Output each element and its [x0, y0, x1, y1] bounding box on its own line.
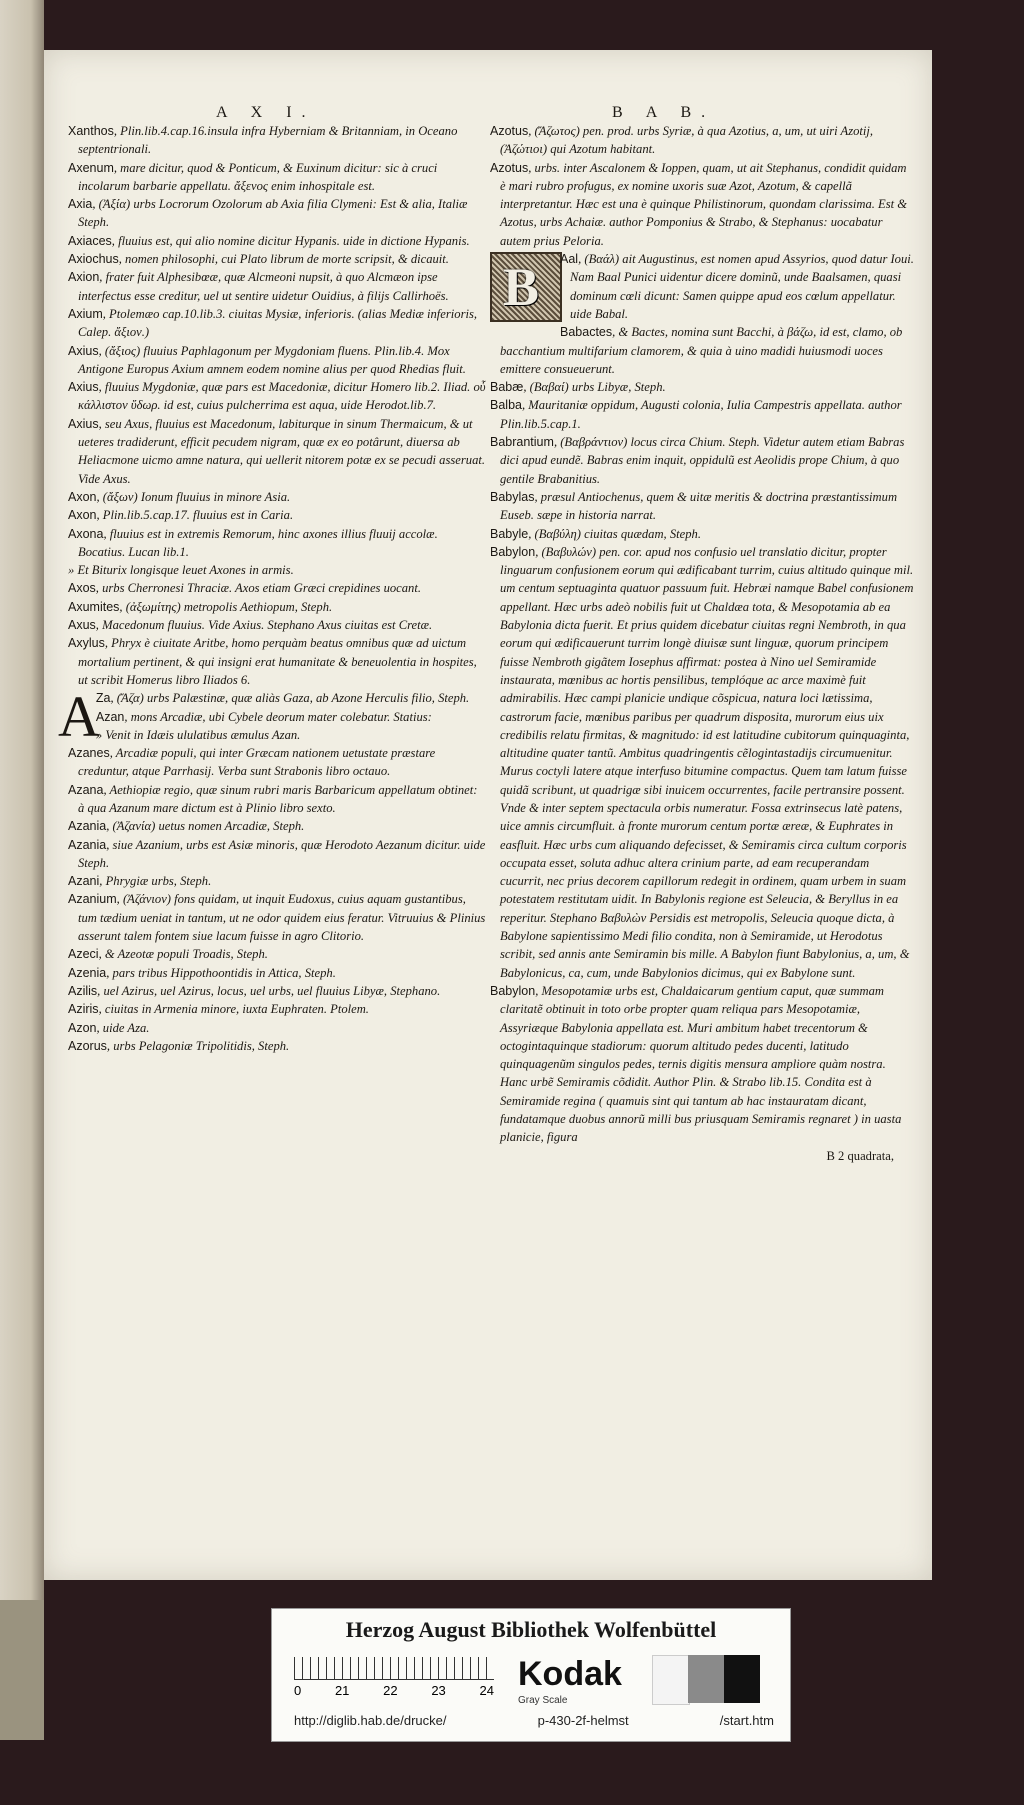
headword: Babactes — [560, 325, 613, 340]
entry-text: , uide Aza. — [96, 1020, 150, 1035]
dictionary-entry — [490, 396, 914, 433]
headword: Babylon — [490, 983, 536, 998]
ruler-number: 21 — [334, 1683, 350, 1698]
headword: Axium — [68, 306, 103, 321]
entry-text: , nomen philosophi, cui Plato librum de morte scripsit, & dicauit. — [118, 252, 449, 267]
dictionary-entry — [68, 1000, 486, 1018]
headword: Azania — [68, 837, 107, 852]
entry-text: , ciuitas in Armenia minore, iuxta Euphraten. Ptolem. — [98, 1002, 369, 1017]
dictionary-entry — [490, 543, 914, 982]
entry-text: , (ἄξων) Ionum fluuius in minore Asia. — [96, 489, 291, 504]
headword: Azana — [68, 782, 104, 797]
headword: Babæ — [490, 380, 524, 395]
gray-swatch-black — [724, 1655, 760, 1703]
entry-text: , (Βαβράντιον) locus circa Chium. Steph. Videtur autem etiam Babras dici apud eundẽ. Babras enim inquit, oppidulũ est Aeolidis prope Chium, à quo gentile Brabanitius. — [500, 435, 905, 486]
dictionary-entry — [68, 378, 486, 415]
entry-text: , (Ἄζωτος) pen. prod. urbs Syriæ, à qua Azotius, a, um, ut uiri Azotij, (Ἀζώτιοι) qui Azotum habitant. — [500, 124, 874, 157]
entry-text: , Phryx è ciuitate Aritbe, homo perquàm beatus omnibus quæ ad uictum mortalium pertinent, & qui insigni erat humanitate & beneuolentia in hospites, ut scribit Homerus libro Iliados 6. — [78, 636, 477, 687]
dictionary-entry — [490, 982, 914, 1147]
library-target-bar — [271, 1608, 791, 1742]
dictionary-entry — [68, 598, 486, 616]
entry-text: , (Βαβυλών) pen. cor. apud nos confusio uel translatio dicitur, propter linguarum confusionem eorum qui ædificabant turrim, cuius altitudo quinque mil. um centum septuaginta quatuor passuum fuit. Hebræi namque Babel confusionem appellant. Hæc urbs adeò nobilis fuit ut Chaldæa tota, & Mesopotamia ab ea Babylonia dicta fuerit. Et prius quidem dicebatur ciuitas regni Nembroth, in qua eorum qui ædificauerunt turrim longè diuisæ sunt linguæ, quorum principem fuisse Nembroth gigãtem Iosephus affirmat: postea à Nino uel Semiramide instaurata, mœnibus ac hortis pensilibus, templóque ac arce maximè fuit admirabilis. Hæc campi planicie undique cõspicua, natura loci lætissima, castrorum facie, mœnibus paribus per quadrum disposita, murorum eius uix credibilis relatu firmitas, & magnitudo: id est latitudine cubitorum quinquaginta, altitudine quater tantũ. Ambitus quadringentis cẽlogintastadijs circumuenitur. Murus coctyli latere atque interfuso bitumine compactus. Quem tam latum fuisse quidã scribunt, ut quadrigæ sibi inuicem occurrentes, facile pertransire possent. Vnde & inter septem spectacula orbis numeratur. Fossa extrinsecus latè patens, uice amnis circumfluit. à fronte murorum centum portæ æreæ, & Euphrates in easfluit. Hæc urbs cum aliquando defecisset, & Semiramis circa cultum corporis occupata esset, soluta adhuc altera crinium parte, ad eam recuperandam cucurrit, nec prius decorem capillorum redegit in ordinem, quam urbem in suam potestatem restitutam uidit. In Babylonis regione est Seleucia, & Beryllus in ea reperitur. Stephano Βαβυλὼν Persidis est metropolis, Seleucia quoque dicta, à Babylone sapientissimo Medi filio condita, non à Semiramide, ut Herodotus scribit, sed annis ante Semiramin bis mille. A Babylon fiunt Babylonius, a, um, & Babylonicus, ca, cum, unde Babylonios dicimus, qui ex Babylone sunt. — [500, 544, 914, 980]
headword: Azenia — [68, 965, 107, 980]
headword: Azorus — [68, 1038, 107, 1053]
headword: Azilis — [68, 983, 98, 998]
dictionary-entry — [68, 305, 486, 342]
dictionary-entry — [68, 506, 486, 524]
entry-text: , Plin.lib.5.cap.17. fluuius est in Caria. — [96, 508, 294, 523]
entry-text: , fluuius Mygdoniæ, quæ pars est Macedoniæ, dicitur Homero lib.2. Iliad. οὗ κάλλιστον ὕδωρ. id est, cuius pulcherrima est aqua, uide Herodot.lib.7. — [78, 380, 486, 413]
headword: Axius — [68, 416, 99, 431]
ruler-number: 24 — [479, 1683, 494, 1698]
entry-text: , frater fuit Alphesibœæ, quæ Alcmeoni nupsit, à quo Alcmæon ipse interfectus esse creditur, uel ut sentire uidetur Ouidius, à filijs Callirhoës. — [78, 270, 449, 303]
entry-text: , Mauritaniæ oppidum, Augusti colonia, Iulia Campestris appellata. author Plin.lib.5.cap.1. — [500, 398, 902, 431]
dictionary-entry — [68, 488, 486, 506]
entry-text: , (Ἀξία) urbs Locrorum Ozolorum ab Axia filia Clymeni: Est & alia, Italiæ Steph. — [78, 197, 468, 230]
headword: Azeci — [68, 947, 99, 962]
dictionary-entry — [490, 488, 914, 525]
dictionary-entry — [68, 195, 486, 232]
entry-text: , seu Axus, fluuius est Macedonum, labiturque in sinum Thermaicum, & ut ueteres tradiderunt, efficit pecudem nigram, quæ ex eo potârunt, diuersa ab Heliacmone uicmo amne natura, qui uellerit nitorem potæ ex se pecudi asseruat. Vide Axus. — [78, 416, 486, 486]
headword: Aal — [560, 252, 579, 267]
headword: Za — [95, 691, 111, 706]
entry-text: , Mesopotamiæ urbs est, Chaldaicarum gentium caput, quæ summam claritatẽ obtinuit in toto orbe propter quam reliqua pars Mesopotamiæ, Assyriæque Babylonia appellata est. Muri ambitum habet trecentorum & octogintaquinque stadiorum: quorum altitudo pedes ducenti, latitudo quinquagenũm singulos pedes, ternis digitis mensura ampliore quàm nostra. Hanc urbẽ Semiramis cõdidit. Author Plin. & Strabo lib.15. Condita est à Semiramide regina ( quamuis sint qui tantum ab hac instauratam dicant, fundatamque duobus annorũ milli bus priusquam Semiramis regnaret ) in uasta planicie, figura — [500, 983, 902, 1145]
entry-text: , Arcadiæ populi, qui inter Græcam nationem uetustate præstare creduntur, atque Parrhasij. Verba sunt Strabonis libro octauo. — [78, 746, 436, 779]
headword: Babylon — [490, 544, 536, 559]
dictionary-entry — [68, 634, 486, 689]
dictionary-entry — [68, 744, 486, 781]
entry-text: , pars tribus Hippothoontidis in Attica, Steph. — [106, 965, 336, 980]
headword: Azania — [68, 819, 107, 834]
ruler-number: 23 — [431, 1683, 446, 1698]
dictionary-entry — [68, 836, 486, 873]
entry-text: , (Ἀζανία) uetus nomen Arcadiæ, Steph. — [106, 819, 305, 834]
entry-text: , præsul Antiochenus, quem & uitæ meritis & doctrina præstantissimum Euseb. sæpe in historia narrat. — [500, 489, 898, 523]
entry-text: , Macedonum fluuius. Vide Axius. Stephano Axus ciuitas est Cretæ. — [95, 618, 433, 633]
dictionary-entry — [68, 525, 486, 562]
headword: Axia — [68, 197, 93, 212]
headword: Axiaces — [68, 233, 112, 248]
ruler-number: 22 — [383, 1683, 398, 1698]
headword: Azon — [68, 1020, 97, 1035]
headword: Axus — [68, 618, 96, 633]
entry-text: , urbs Pelagoniæ Tripolitidis, Steph. — [106, 1038, 290, 1053]
headword: Balba — [490, 398, 522, 413]
entry-text: , siue Azanium, urbs est Asiæ minoris, quæ Herodoto Aezanum dicitur. uide Steph. — [78, 837, 486, 870]
woodcut-initial: B — [490, 252, 562, 322]
dictionary-entry — [68, 982, 486, 1000]
entry-text: , (Βαβύλη) ciuitas quædam, Steph. — [528, 526, 701, 541]
dictionary-entry — [68, 1019, 486, 1037]
entry-text: , (ἀξωμίτης) metropolis Aethiopum, Steph. — [119, 599, 333, 614]
headword: Axylus — [68, 636, 105, 651]
headword: Axius — [68, 380, 99, 395]
headword: Babrantium — [490, 435, 554, 450]
entry-text: » Venit in Idæis ululatibus æmulus Azan. — [95, 727, 301, 742]
entry-text: , (ἄξιος) fluuius Paphlagonum per Mygdoniam fluens. Plin.lib.4. Mox Antigone Europus Axium amnem eodem nomine alius per quod Rhedias fluit. — [78, 343, 466, 376]
scale-ruler — [294, 1657, 494, 1680]
headword: Axona — [68, 526, 104, 541]
right-column — [490, 122, 914, 1165]
headword: Axon — [68, 508, 97, 523]
dictionary-entry — [68, 415, 486, 488]
entry-text: , Ptolemæo cap.10.lib.3. ciuitas Mysiæ, inferioris. (alias Mediæ inferioris, Calep. ἄξιον.) — [78, 306, 478, 340]
entry-text: , & Bactes, nomina sunt Bacchi, à βάζω, id est, clamo, ob bacchantium multifarium clamorem, & quia à uino madidi huiusmodi uoces emittere consueuerunt. — [500, 325, 903, 376]
entry-text: , mare dicitur, quod & Ponticum, & Euxinum dicitur: sic à cruci incolarum barbarie appellatu. ἄξενος enim inhospitale est. — [78, 160, 438, 193]
headword: Azanes — [68, 746, 110, 761]
dictionary-entry — [490, 525, 914, 543]
url-right: /start.htm — [719, 1713, 774, 1728]
gray-swatch-mid — [688, 1655, 724, 1703]
entry-text: , Phrygiæ urbs, Steph. — [99, 874, 212, 889]
dictionary-entry — [490, 250, 914, 323]
ruler-numbers — [294, 1683, 494, 1698]
entry-text: , urbs. inter Ascalonem & Ioppen, quam, ut ait Stephanus, condidit quidam è mari rubro profugus, ex nomine uxoris suæ Azot, Azotum, & capellã interpretantur. Hæc est una è quinque Philistinorum, quondam clarissima. Est & Azotus, urbs Achaiæ. author Pomponius & Strabo, & Stephanus: uocabatur autem prius Peloria. — [500, 160, 908, 248]
binding-gutter — [0, 0, 44, 1640]
left-column — [58, 122, 486, 1055]
dictionary-entry — [68, 616, 486, 634]
running-header-right: B A B. — [612, 104, 716, 121]
entry-text: , fluuius est in extremis Remorum, hinc axones illius fluuij accolæ. Bocatius. Lucan lib.1. — [78, 526, 438, 559]
headword: Azotus — [490, 160, 529, 175]
ruler-number: 0 — [294, 1683, 302, 1698]
dictionary-entry — [68, 579, 486, 597]
headword: Axumites — [68, 599, 120, 614]
dictionary-entry — [490, 159, 914, 250]
drop-initial: A — [58, 684, 100, 750]
gray-swatch-white — [652, 1655, 690, 1705]
url-left[interactable]: http://diglib.hab.de/drucke/ — [294, 1713, 447, 1728]
entry-text: , (Βαβαί) urbs Libyæ, Steph. — [523, 380, 666, 395]
dictionary-entry — [68, 945, 486, 963]
entry-text: , Plin.lib.4.cap.16.insula infra Hyberniam & Britanniam, in Oceano septentrionali. — [78, 124, 458, 157]
gray-scale-label: Gray Scale — [518, 1695, 568, 1706]
headword: Axiochus — [68, 252, 119, 267]
entry-text: , (Ἀζάνιον) fons quidam, ut inquit Eudoxus, cuius aquam gustantibus, tum tædium ueniat in tantum, ut ne odor quidem eius feratur. Vitruuius & Plinius asserunt talem fontem siue lacum fuisse in agro Clitorio. — [78, 892, 486, 944]
dictionary-entry — [490, 323, 914, 378]
entry-text: , & Azeotæ populi Troadis, Steph. — [98, 947, 268, 962]
dictionary-entry — [68, 872, 486, 890]
catchword: B 2 quadrata, — [826, 1148, 894, 1163]
dictionary-entry — [68, 561, 486, 579]
entry-text: , (Ἄζα) urbs Palæstinæ, quæ aliàs Gaza, ab Azone Herculis filio, Steph. — [110, 691, 470, 706]
dictionary-entry — [490, 433, 914, 488]
dictionary-entry — [68, 122, 486, 159]
dictionary-entry — [490, 122, 914, 159]
headword: Axos — [68, 581, 96, 596]
dictionary-entry — [68, 342, 486, 379]
dictionary-entry — [68, 890, 486, 945]
entry-text: , (Βαάλ) ait Augustinus, est nomen apud Assyrios, quod datur Ioui. Nam Baal Punici uidentur dicere dominũ, unde Baalsamen, quasi dominum cœli dicunt: Samen quippe apud eos cœlum appellatur. uide Babal. — [570, 252, 914, 321]
entry-text: , urbs Cherronesi Thraciæ. Axos etiam Græci crepidines uocant. — [95, 581, 422, 596]
headword: Axius — [68, 343, 99, 358]
dictionary-entry — [68, 726, 486, 744]
headword: Axenum — [68, 160, 114, 175]
headword: Axion — [68, 270, 100, 285]
entry-text: , Aethiopiæ regio, quæ sinum rubri maris Barbaricum appellatum obtinet: à qua Azanum mare dictum est à Plinio libro sexto. — [78, 782, 478, 815]
dictionary-entry — [68, 268, 486, 305]
headword: Aziris — [68, 1002, 99, 1017]
headword: Azan — [95, 709, 125, 724]
book-page — [44, 50, 932, 1580]
dictionary-entry — [68, 159, 486, 196]
url-mid: p-430-2f-helmst — [537, 1713, 629, 1728]
headword: Azani — [68, 874, 100, 889]
dictionary-entry — [68, 817, 486, 835]
dictionary-entry — [68, 1037, 486, 1055]
entry-text: , fluuius est, qui alio nomine dicitur Hypanis. uide in dictione Hypanis. — [111, 233, 470, 248]
dictionary-entry — [68, 232, 486, 250]
entry-text: » Et Biturix longisque leuet Axones in armis. — [68, 563, 294, 578]
entry-text: , mons Arcadiæ, ubi Cybele deorum mater colebatur. Statius: — [124, 709, 432, 724]
headword: Xanthos — [68, 124, 114, 138]
binding-gutter-lower — [0, 1600, 44, 1740]
kodak-logo: Kodak — [518, 1655, 622, 1693]
dictionary-entry — [68, 781, 486, 818]
headword: Babyle — [490, 526, 529, 541]
headword: Axon — [68, 489, 97, 504]
dictionary-entry — [68, 708, 486, 726]
running-header-left: A X I. — [216, 104, 316, 121]
library-title: Herzog August Bibliothek Wolfenbüttel — [345, 1617, 717, 1642]
headword: Azotus — [490, 124, 529, 138]
dictionary-entry — [68, 964, 486, 982]
dictionary-entry — [68, 250, 486, 268]
headword: Babylas — [490, 489, 535, 504]
entry-text: , uel Azirus, uel Azirus, locus, uel urbs, uel fluuius Libyæ, Stephano. — [97, 983, 441, 998]
dictionary-entry — [490, 378, 914, 396]
headword: Azanium — [68, 892, 117, 907]
url-line — [294, 1713, 774, 1728]
